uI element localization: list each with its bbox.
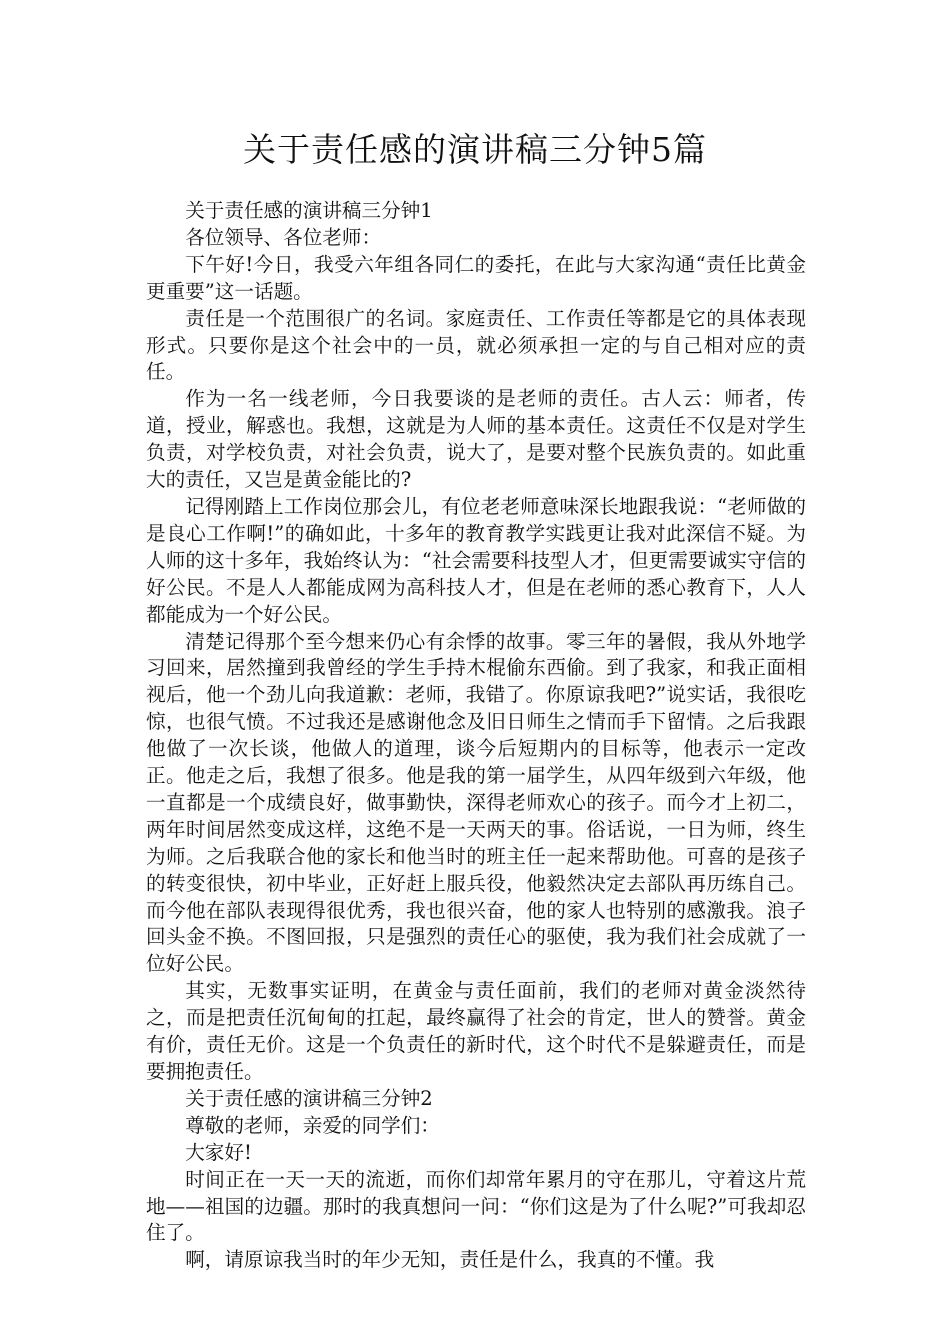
paragraph: 记得刚踏上工作岗位那会儿，有位老老师意味深长地跟我说：“老师做的是良心工作啊!”的确如此，十多年的教育教学实践更让我对此深信不疑。为人师的这十多年，我始终认为：“社会需要科技型人才，但更需要诚实守信的好公民。不是人人都能成网为高科技人才，但是在老师的悉心教育下，人人都能成为一个好公民。	[146, 494, 806, 626]
paragraph: 时间正在一天一天的流逝，而你们却常年累月的守在那儿，守着这片荒地——祖国的边疆。那时的我真想问一问：“你们这是为了什么呢?”可我却忍住了。	[146, 1167, 806, 1245]
salutation: 各位领导、各位老师：	[185, 225, 382, 249]
section-heading-1: 关于责任感的演讲稿三分钟1	[185, 199, 433, 222]
paragraph: 其实，无数事实证明，在黄金与责任面前，我们的老师对黄金淡然待之，而是把责任沉甸甸的扛起，最终赢得了社会的肯定，世人的赞誉。黄金有价，责任无价。这是一个负责任的新时代，这个时代不是躲避责任，而是要拥抱责任。	[146, 979, 806, 1083]
paragraph: 清楚记得那个至今想来仍心有余悸的故事。零三年的暑假，我从外地学习回来，居然撞到我曾经的学生手持木棍偷东西偷。到了我家，和我正面相视后，他一个劲儿向我道歉：老师，我错了。你原谅我吧?”说实话，我很吃惊，也很气愤。不过我还是感谢他念及旧日师生之情而手下留情。之后我跟他做了一次长谈，他做人的道理，谈今后短期内的目标等，他表示一定改正。他走之后，我想了很多。他是我的第一届学生，从四年级到六年级，他一直都是一个成绩良好，做事勤快，深得老师欢心的孩子。而今才上初二，两年时间居然变成这样，这绝不是一天两天的事。俗话说，一日为师，终生为师。之后我联合他的家长和他当时的班主任一起来帮助他。可喜的是孩子的转变很快，初中毕业，正好赶上服兵役，他毅然决定去部队再历练自己。而今他在部队表现得很优秀，我也很兴奋，他的家人也特别的感激我。浪子回头金不换。不图回报，只是强烈的责任心的驱使，我为我们社会成就了一位好公民。	[146, 629, 806, 976]
paragraph: 下午好!今日，我受六年组各同仁的委托，在此与大家沟通“责任比黄金更重要”这一话题。	[146, 252, 806, 303]
section-heading-2: 关于责任感的演讲稿三分钟2	[185, 1086, 433, 1110]
salutation: 尊敬的老师，亲爱的同学们：	[185, 1113, 440, 1137]
paragraph: 责任是一个范围很广的名词。家庭责任、工作责任等都是它的具体表现形式。只要你是这个社会中的一员，就必须承担一定的与自己相对应的责任。	[146, 306, 806, 384]
greeting: 大家好!	[185, 1140, 252, 1164]
paragraph: 作为一名一线老师，今日我要谈的是老师的责任。古人云：师者，传道，授业，解惑也。我想，这就是为人师的基本责任。这责任不仅是对学生负责，对学校负责，对社会负责，说大了，是要对整个民族负责的。如此重大的责任，又岂是黄金能比的?	[146, 387, 806, 492]
paragraph: 啊，请原谅我当时的年少无知，责任是什么，我真的不懂。我	[185, 1248, 715, 1272]
document-title: 关于责任感的演讲稿三分钟5篇	[243, 130, 707, 169]
document-body	[146, 198, 806, 1274]
